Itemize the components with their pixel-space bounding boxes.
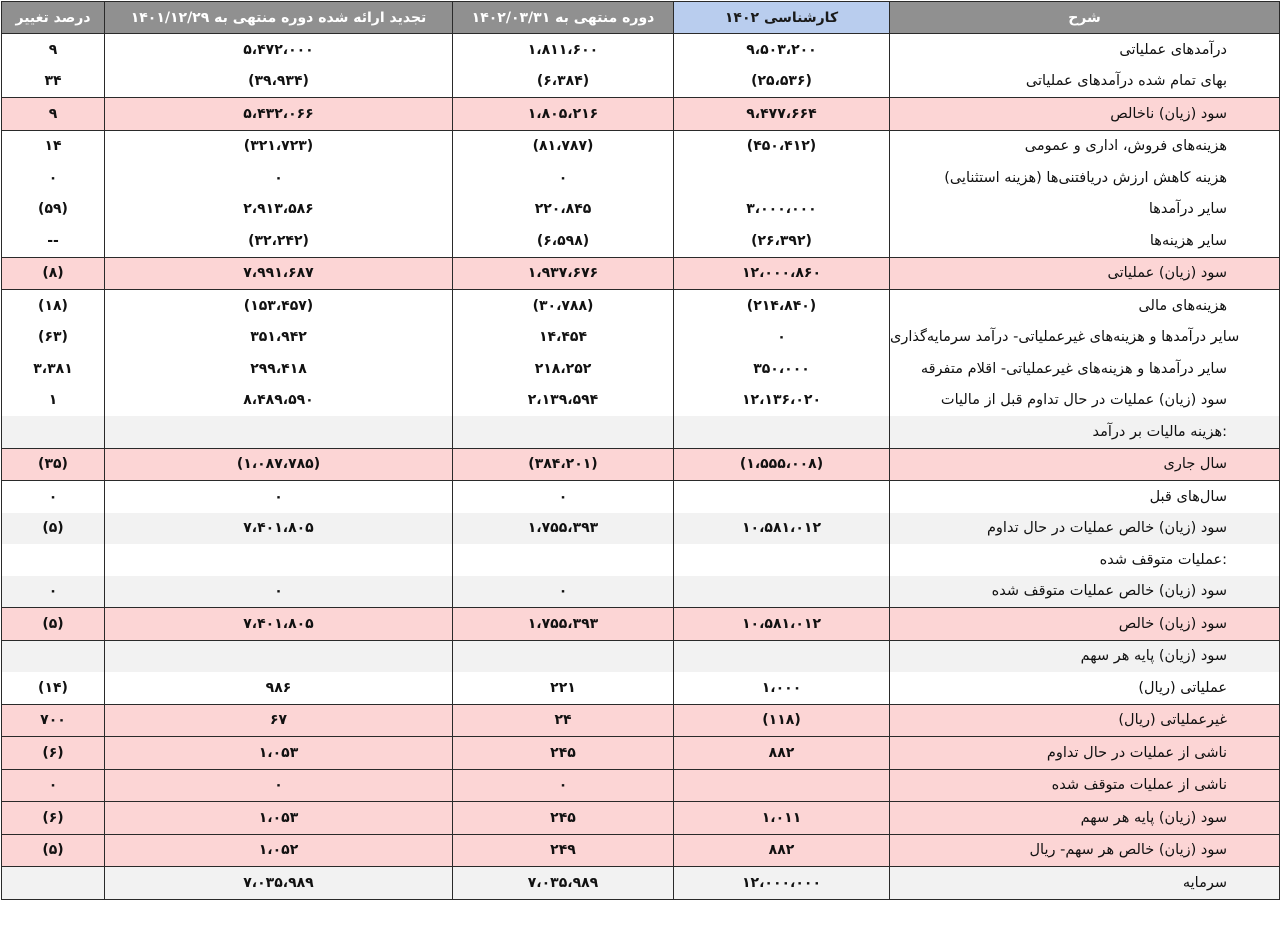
cell-period: ۰ [453,769,674,802]
cell-restated: ۱،۰۵۲ [105,834,453,867]
header-restated: تجدید ارائه شده دوره منتهی به ۱۴۰۱/۱۲/۲۹ [105,2,453,34]
cell-desc: هزینه‌های مالی [890,290,1280,322]
header-expert: کارشناسی ۱۴۰۲ [674,2,890,34]
cell-period: ۰ [453,162,674,194]
table-row [2,290,1280,322]
cell-desc: سرمایه [890,867,1280,900]
cell-period: ۲۴۹ [453,834,674,867]
table-row [2,737,1280,770]
cell-restated: ۰ [105,481,453,513]
cell-desc: سایر درآمدها و هزینه‌های غیرعملیاتی- اقلام متفرقه [890,353,1280,385]
cell-change [2,640,105,672]
cell-expert: ۱۲،۰۰۰،۸۶۰ [674,257,890,290]
cell-restated: ۲۹۹،۴۱۸ [105,353,453,385]
cell-period: ۲۲۱ [453,672,674,704]
table-row [2,672,1280,704]
cell-expert: ۰ [674,322,890,354]
cell-expert [674,769,890,802]
cell-restated: ۷،۹۹۱،۶۸۷ [105,257,453,290]
cell-change: (۵) [2,513,105,545]
table-row [2,130,1280,162]
cell-change: (۵) [2,608,105,641]
cell-change: ۰ [2,769,105,802]
cell-restated: ۰ [105,576,453,608]
cell-period: ۲۴۵ [453,737,674,770]
cell-restated: ۳۵۱،۹۴۲ [105,322,453,354]
cell-period [453,640,674,672]
cell-desc: سال‌های قبل [890,481,1280,513]
cell-restated [105,544,453,576]
cell-change: ۰ [2,162,105,194]
cell-restated: ۹۸۶ [105,672,453,704]
cell-expert: ۱،۰۱۱ [674,802,890,835]
cell-desc: سود (زیان) پایه هر سهم [890,640,1280,672]
cell-expert: (۴۵۰،۴۱۲) [674,130,890,162]
cell-desc: هزینه کاهش ارزش دریافتنی‌ها (هزینه استثنایی) [890,162,1280,194]
cell-expert [674,416,890,448]
cell-change: ۷۰۰ [2,704,105,737]
cell-change: ۹ [2,34,105,66]
cell-change [2,544,105,576]
cell-desc: سایر هزینه‌ها [890,225,1280,257]
cell-expert: (۲۶،۳۹۲) [674,225,890,257]
cell-expert: ۱۰،۵۸۱،۰۱۲ [674,608,890,641]
cell-change: ۳،۳۸۱ [2,353,105,385]
cell-desc: سود (زیان) عملیاتی [890,257,1280,290]
cell-change: (۳۵) [2,448,105,481]
cell-expert: ۳۵۰،۰۰۰ [674,353,890,385]
cell-change: (۶) [2,802,105,835]
table-row [2,322,1280,354]
cell-restated: ۷،۰۳۵،۹۸۹ [105,867,453,900]
cell-expert [674,481,890,513]
cell-period: (۶،۳۸۴) [453,66,674,98]
cell-restated: (۳۲۱،۷۲۳) [105,130,453,162]
cell-desc: ناشی از عملیات در حال تداوم [890,737,1280,770]
table-row [2,34,1280,66]
cell-expert [674,544,890,576]
cell-period: ۲،۱۳۹،۵۹۴ [453,385,674,417]
cell-change: (۶) [2,737,105,770]
table-row [2,416,1280,448]
cell-restated: ۷،۴۰۱،۸۰۵ [105,608,453,641]
table-row [2,704,1280,737]
table-row [2,66,1280,98]
cell-restated: (۱،۰۸۷،۷۸۵) [105,448,453,481]
cell-period: ۷،۰۳۵،۹۸۹ [453,867,674,900]
table-row [2,576,1280,608]
cell-restated: (۳۲،۲۴۲) [105,225,453,257]
cell-desc: سود (زیان) خالص عملیات در حال تداوم [890,513,1280,545]
cell-restated: ۶۷ [105,704,453,737]
cell-expert: ۸۸۲ [674,737,890,770]
cell-desc: هزینه مالیات بر درآمد: [890,416,1280,448]
table-row [2,481,1280,513]
cell-restated: ۱،۰۵۳ [105,737,453,770]
cell-expert [674,640,890,672]
cell-restated: ۰ [105,162,453,194]
cell-restated: (۳۹،۹۳۴) [105,66,453,98]
cell-expert: ۹،۵۰۳،۲۰۰ [674,34,890,66]
cell-desc: درآمدهای عملیاتی [890,34,1280,66]
table-row [2,385,1280,417]
cell-desc: عملیات متوقف شده: [890,544,1280,576]
cell-change [2,867,105,900]
cell-period: (۳۸۴،۲۰۱) [453,448,674,481]
cell-period: (۳۰،۷۸۸) [453,290,674,322]
cell-period: (۶،۵۹۸) [453,225,674,257]
cell-period: ۲۱۸،۲۵۲ [453,353,674,385]
cell-desc: بهای تمام شده درآمدهای عملیاتی [890,66,1280,98]
cell-desc: سود (زیان) خالص هر سهم- ریال [890,834,1280,867]
cell-expert: (۱،۵۵۵،۰۰۸) [674,448,890,481]
table-row [2,834,1280,867]
cell-change: (۱۸) [2,290,105,322]
cell-expert: ۹،۴۷۷،۶۶۴ [674,98,890,131]
cell-change: ۳۴ [2,66,105,98]
cell-period: (۸۱،۷۸۷) [453,130,674,162]
cell-change: (۶۳) [2,322,105,354]
cell-expert: ۳،۰۰۰،۰۰۰ [674,194,890,226]
table-row [2,513,1280,545]
header-change: درصد تغییر [2,2,105,34]
table-row [2,448,1280,481]
header-row [2,2,1280,34]
cell-period: ۱،۷۵۵،۳۹۳ [453,513,674,545]
table-row [2,867,1280,900]
cell-change [2,416,105,448]
cell-restated: ۷،۴۰۱،۸۰۵ [105,513,453,545]
cell-expert: ۱،۰۰۰ [674,672,890,704]
table-body [2,34,1280,900]
cell-restated: (۱۵۳،۴۵۷) [105,290,453,322]
cell-expert: (۲۱۴،۸۴۰) [674,290,890,322]
table-row [2,162,1280,194]
cell-change: (۵) [2,834,105,867]
cell-expert: ۱۰،۵۸۱،۰۱۲ [674,513,890,545]
table-row [2,225,1280,257]
cell-restated [105,640,453,672]
cell-desc: ناشی از عملیات متوقف شده [890,769,1280,802]
table-row [2,769,1280,802]
cell-change: ۱۴ [2,130,105,162]
cell-restated [105,416,453,448]
cell-desc: سایر درآمدها [890,194,1280,226]
cell-expert: ۱۲،۰۰۰،۰۰۰ [674,867,890,900]
header-desc: شرح [890,2,1280,34]
cell-period: ۱،۷۵۵،۳۹۳ [453,608,674,641]
cell-expert: (۲۵،۵۳۶) [674,66,890,98]
cell-expert [674,576,890,608]
cell-restated: ۸،۴۸۹،۵۹۰ [105,385,453,417]
cell-desc: سود (زیان) خالص عملیات متوقف شده [890,576,1280,608]
cell-change: ۱ [2,385,105,417]
income-statement-table [1,1,1280,900]
cell-desc: هزینه‌های فروش، اداری و عمومی [890,130,1280,162]
cell-expert: ۸۸۲ [674,834,890,867]
cell-restated: ۵،۴۳۲،۰۶۶ [105,98,453,131]
table-row [2,353,1280,385]
cell-change: -- [2,225,105,257]
cell-desc: سود (زیان) پایه هر سهم [890,802,1280,835]
cell-desc: سود (زیان) عملیات در حال تداوم قبل از مالیات [890,385,1280,417]
cell-change: ۹ [2,98,105,131]
table-row [2,98,1280,131]
cell-period: ۰ [453,481,674,513]
cell-desc: سال جاری [890,448,1280,481]
cell-period: ۲۲۰،۸۴۵ [453,194,674,226]
cell-period: ۱،۸۱۱،۶۰۰ [453,34,674,66]
cell-expert: ۱۲،۱۳۶،۰۲۰ [674,385,890,417]
cell-desc: سود (زیان) ناخالص [890,98,1280,131]
cell-period: ۱۴،۴۵۴ [453,322,674,354]
cell-change: ۰ [2,576,105,608]
cell-desc: سود (زیان) خالص [890,608,1280,641]
cell-change: (۱۴) [2,672,105,704]
cell-period: ۱،۹۳۷،۶۷۶ [453,257,674,290]
cell-restated: ۱،۰۵۳ [105,802,453,835]
table-row [2,608,1280,641]
table-row [2,802,1280,835]
table-row [2,194,1280,226]
table-row [2,257,1280,290]
table-row [2,640,1280,672]
cell-period: ۱،۸۰۵،۲۱۶ [453,98,674,131]
cell-expert [674,162,890,194]
cell-restated: ۰ [105,769,453,802]
cell-change: (۸) [2,257,105,290]
cell-restated: ۲،۹۱۳،۵۸۶ [105,194,453,226]
cell-period: ۲۴۵ [453,802,674,835]
table-row [2,544,1280,576]
cell-period: ۰ [453,576,674,608]
cell-change: ۰ [2,481,105,513]
cell-period [453,544,674,576]
cell-period: ۲۴ [453,704,674,737]
cell-change: (۵۹) [2,194,105,226]
cell-desc: سایر درآمدها و هزینه‌های غیرعملیاتی- درآمد سرمایه‌گذاری [890,322,1280,354]
cell-expert: (۱۱۸) [674,704,890,737]
cell-restated: ۵،۴۷۲،۰۰۰ [105,34,453,66]
cell-desc: عملیاتی (ریال) [890,672,1280,704]
cell-desc: غیرعملیاتی (ریال) [890,704,1280,737]
header-period: دوره منتهی به ۱۴۰۲/۰۳/۳۱ [453,2,674,34]
cell-period [453,416,674,448]
